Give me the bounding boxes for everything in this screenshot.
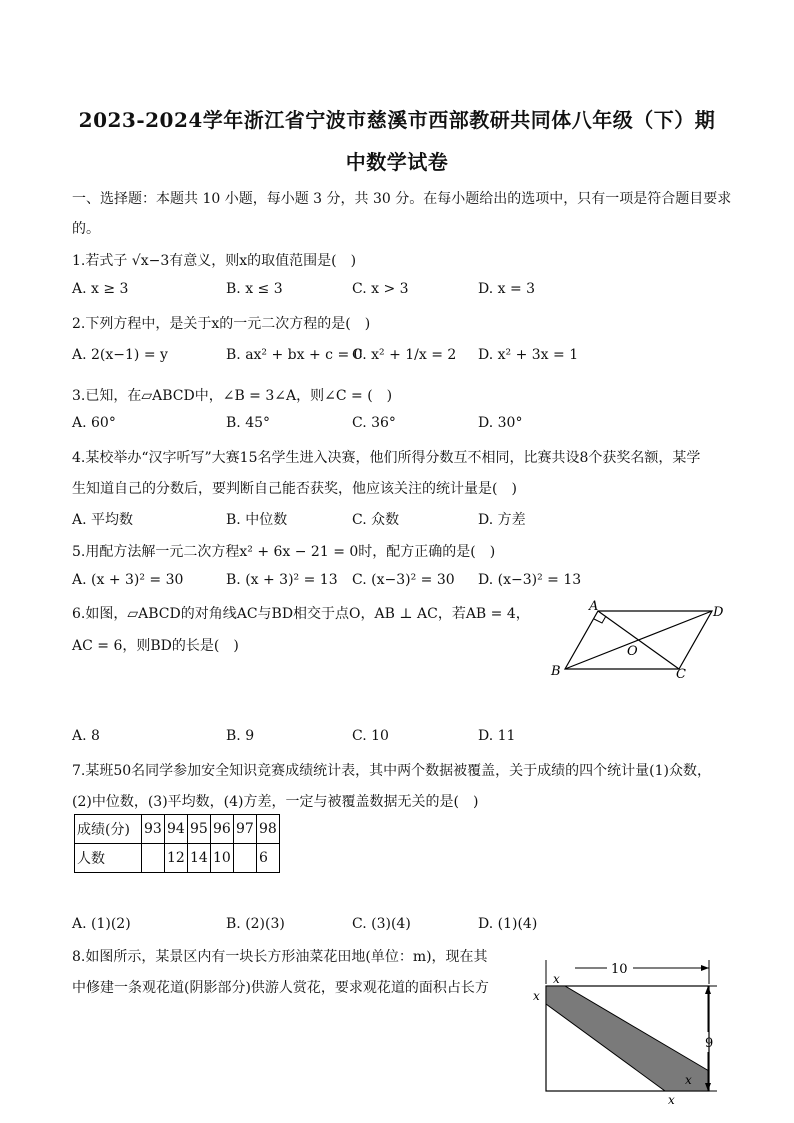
- table-cell: 14: [188, 844, 211, 873]
- question-2: 2.下列方程中，是关于x的一元二次方程的是( ): [72, 316, 371, 332]
- q6-option-c: C. 10: [352, 728, 389, 744]
- exam-title-line2: 中数学试卷: [345, 150, 449, 174]
- q1-option-b: B. x ≤ 3: [226, 281, 283, 297]
- q5-option-a: A. (x + 3)² = 30: [72, 572, 184, 588]
- label-x-top: x: [553, 972, 560, 986]
- q5-option-d: D. (x−3)² = 13: [478, 572, 582, 588]
- table-cell: 93: [142, 815, 165, 844]
- q3-option-b: B. 45°: [226, 415, 271, 431]
- q4-option-c: C. 众数: [352, 512, 400, 528]
- rectangle-field-figure: [525, 956, 725, 1116]
- table-cell: [234, 844, 257, 873]
- label-d: D: [713, 605, 724, 620]
- q6-option-d: D. 11: [478, 728, 516, 744]
- question-6-cont: AC = 6，则BD的长是( ): [72, 638, 239, 654]
- q4-option-a: A. 平均数: [72, 512, 134, 528]
- q7-option-b: B. (2)(3): [226, 916, 285, 932]
- diagonal-bd: [565, 611, 712, 669]
- q3-option-d: D. 30°: [478, 415, 523, 431]
- q6-option-b: B. 9: [226, 728, 255, 744]
- score-table: [74, 814, 280, 873]
- table-row: [75, 844, 280, 873]
- label-o: O: [627, 644, 638, 659]
- question-4-cont: 生知道自己的分数后，要判断自己能否获奖，他应该关注的统计量是( ): [72, 481, 517, 497]
- q1-option-a: A. x ≥ 3: [72, 281, 129, 297]
- question-3: 3.已知，在▱ABCD中，∠B = 3∠A，则∠C = ( ): [72, 388, 393, 404]
- label-c: C: [676, 667, 686, 682]
- table-cell: 94: [165, 815, 188, 844]
- table-cell: 96: [211, 815, 234, 844]
- question-7: 7.某班50名同学参加安全知识竞赛成绩统计表，其中两个数据被覆盖，关于成绩的四个统计量(1)众数，: [72, 763, 712, 779]
- q6-option-a: A. 8: [72, 728, 100, 744]
- q1-option-d: D. x = 3: [478, 281, 536, 297]
- question-7-cont: (2)中位数，(3)平均数，(4)方差，一定与被覆盖数据无关的是( ): [72, 794, 479, 810]
- parallelogram-figure: [545, 598, 735, 688]
- section-intro-cont: 的。: [72, 221, 100, 237]
- label-height: 9: [705, 1036, 714, 1051]
- table-cell: 98: [257, 815, 280, 844]
- table-cell: 97: [234, 815, 257, 844]
- q2-option-d: D. x² + 3x = 1: [478, 347, 579, 363]
- exam-title-line1: 2023-2024学年浙江省宁波市慈溪市西部教研共同体八年级（下）期: [78, 108, 716, 132]
- label-a: A: [589, 599, 599, 614]
- q3-option-c: C. 36°: [352, 415, 396, 431]
- q2-option-b: B. ax² + bx + c = 0: [226, 347, 363, 363]
- q1-option-c: C. x > 3: [352, 281, 409, 297]
- section-intro: 一、选择题：本题共 10 小题，每小题 3 分，共 30 分。在每小题给出的选项中，只有一项是符合题目要求: [72, 191, 732, 207]
- q4-option-d: D. 方差: [478, 512, 526, 528]
- question-1: 1.若式子 √x−3有意义，则x的取值范围是( ): [72, 253, 357, 269]
- table-cell: 10: [211, 844, 234, 873]
- q4-option-b: B. 中位数: [226, 512, 288, 528]
- question-6: 6.如图，▱ABCD的对角线AC与BD相交于点O，AB ⊥ AC，若AB = 4，: [72, 606, 530, 622]
- table-cell: 6: [257, 844, 280, 873]
- question-8: 8.如图所示，某景区内有一块长方形油菜花田地(单位：m)，现在其: [72, 949, 488, 965]
- q7-option-a: A. (1)(2): [72, 916, 131, 932]
- q2-option-a: A. 2(x−1) = y: [72, 347, 168, 363]
- table-cell: [142, 844, 165, 873]
- q7-option-c: C. (3)(4): [352, 916, 411, 932]
- table-cell: 成绩(分): [75, 815, 142, 844]
- label-b: B: [551, 664, 561, 679]
- arrowhead-up: [705, 986, 711, 994]
- label-x-right: x: [685, 1073, 692, 1087]
- q7-option-d: D. (1)(4): [478, 916, 538, 932]
- question-8-cont: 中修建一条观花道(阴影部分)供游人赏花，要求观花道的面积占长方: [72, 980, 489, 996]
- table-cell: 人数: [75, 844, 142, 873]
- table-cell: 95: [188, 815, 211, 844]
- arrowhead-right: [701, 965, 709, 971]
- table-row: [75, 815, 280, 844]
- table-cell: 12: [165, 844, 188, 873]
- right-angle-mark: [594, 616, 606, 623]
- label-x-bottom: x: [668, 1093, 675, 1107]
- label-x-left: x: [533, 989, 540, 1003]
- q2-option-c: C. x² + 1/x = 2: [352, 347, 457, 363]
- question-5: 5.用配方法解一元二次方程x² + 6x − 21 = 0时，配方正确的是( ): [72, 544, 496, 560]
- q3-option-a: A. 60°: [72, 415, 116, 431]
- q5-option-b: B. (x + 3)² = 13: [226, 572, 338, 588]
- q5-option-c: C. (x−3)² = 30: [352, 572, 455, 588]
- question-4: 4.某校举办“汉字听写”大赛15名学生进入决赛，他们所得分数互不相同，比赛共设8个获奖名额，某学: [72, 450, 701, 466]
- label-width: 10: [611, 962, 628, 977]
